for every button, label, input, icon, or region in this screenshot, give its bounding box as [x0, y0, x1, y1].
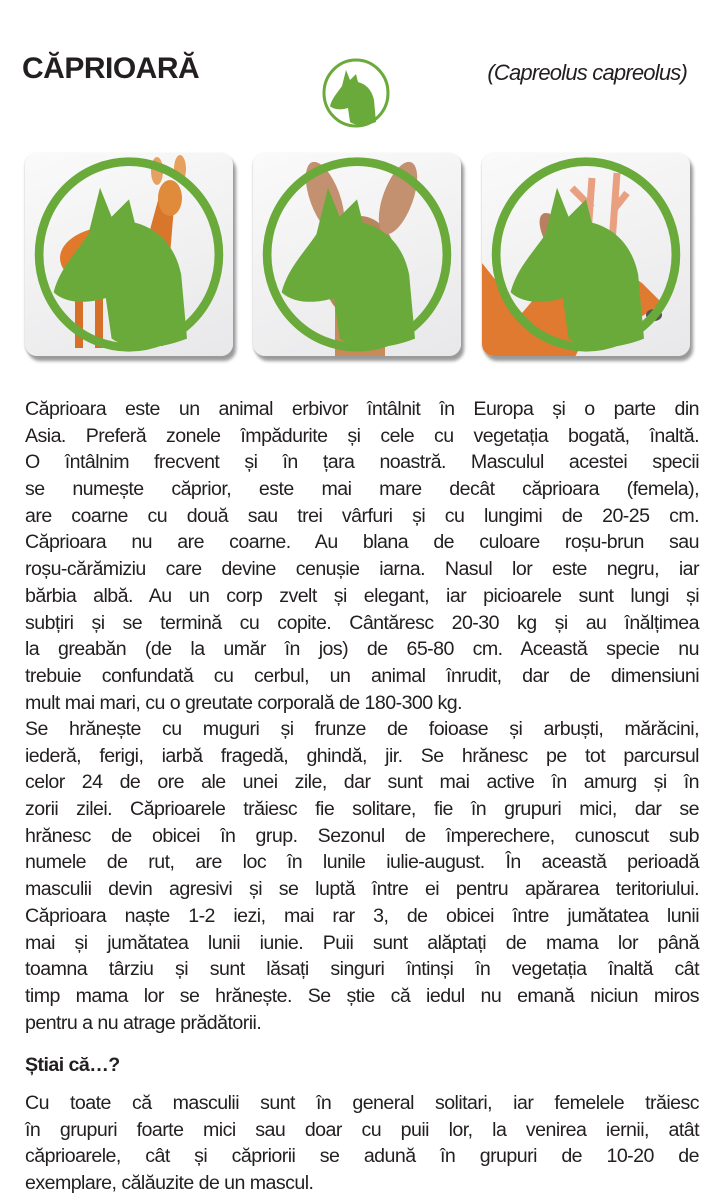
text-line: mult mai mari, cu o greutate corporală de 180-300 kg.	[25, 691, 462, 714]
text-line: trebuie confundată cu cerbul, un animal înrudit, dar de dimensiuni	[25, 664, 699, 687]
roe-deer-head-icon	[25, 153, 233, 356]
text-line: subțiri și se termină cu copite. Cântăresc 20-30 kg și au înălțimea	[25, 611, 699, 634]
text-line: mai și jumătatea lunii iunie. Puii sunt alăptați de mama lor până	[25, 931, 699, 954]
text-line: căprioarele, cât și căpriorii se adună în grupuri de 10-20 de	[25, 1145, 699, 1168]
text-line: în grupuri foarte mici sau doar cu puii lor, la venirea iernii, atât	[25, 1118, 699, 1141]
text-line: hrănesc de obicei în grup. Sezonul de împerechere, cunoscut sub	[25, 824, 699, 847]
text-line: numele de rut, are loc în lunile iulie-august. În această perioadă	[25, 851, 699, 874]
text-line: Căprioara nu are coarne. Au blana de culoare roșu-brun sau	[25, 531, 699, 554]
text-line: Cu toate că masculii sunt în general solitari, iar femelele trăiesc	[25, 1092, 699, 1114]
text-line: timp mama lor se hrănește. Se știe că iedul nu emană niciun miros	[25, 984, 699, 1007]
buck-illustration	[482, 153, 690, 356]
text-line: iederă, ferigi, iarbă fragedă, ghindă, jir. Se hrănesc pe tot parcursul	[25, 744, 699, 767]
doe-illustration	[253, 153, 461, 356]
description-paragraph	[25, 396, 699, 716]
text-line: pentru a nu atrage prădătorii.	[25, 1011, 262, 1034]
text-line: Se hrănește cu muguri și frunze de foioase și arbuști, mărăcini,	[25, 718, 699, 740]
text-line: are coarne cu două sau trei vârfuri și cu lungimi de 20-25 cm.	[25, 504, 699, 527]
did-you-know-heading: Știai că…?	[25, 1054, 120, 1076]
text-line: celor 24 de ore ale unei zile, dar sunt mai active în amurg și în	[25, 771, 699, 794]
text-line: toamna târziu și sunt lăsați singuri întinși în vegetația înaltă cât	[25, 958, 699, 981]
text-line: O întâlnim frecvent și în țara noastră. Masculul acestei specii	[25, 451, 699, 474]
text-line: Căprioara naște 1-2 iezi, mai rar 3, de obicei între jumătatea lunii	[25, 904, 699, 927]
roe-deer-head-icon	[322, 58, 390, 128]
page-title: CĂPRIOARĂ	[22, 52, 200, 85]
text-line: bărbia albă. Au un corp zvelt și elegant, iar picioarele sunt lungi și	[25, 584, 699, 607]
latin-name: (Capreolus capreolus)	[487, 60, 687, 85]
fawn-illustration	[25, 153, 233, 356]
text-line: se numește căprior, este mai mare decât căprioara (femela),	[25, 478, 699, 501]
roe-deer-head-icon	[482, 153, 690, 356]
text-line: exemplare, călăuzite de un mascul.	[25, 1172, 314, 1195]
did-you-know-paragraph	[25, 1090, 699, 1197]
text-line: Căprioara este un animal erbivor întâlnit în Europa și o parte din	[25, 398, 699, 420]
text-line: masculii devin agresivi și se luptă între ei pentru apărarea teritoriului.	[25, 878, 699, 901]
diet-behavior-paragraph	[25, 716, 699, 1036]
text-line: la greabăn (de la umăr în jos) de 65-80 cm. Această specie nu	[25, 638, 699, 661]
text-line: roșu-cărămiziu care devine cenușie iarna. Nasul lor este negru, iar	[25, 558, 699, 581]
text-line: zorii zilei. Căprioarele trăiesc fie solitare, fie în grupuri mici, dar se	[25, 798, 699, 821]
roe-deer-head-icon	[253, 153, 461, 356]
text-line: Asia. Preferă zonele împădurite și cele cu vegetația bogată, înaltă.	[25, 424, 699, 447]
